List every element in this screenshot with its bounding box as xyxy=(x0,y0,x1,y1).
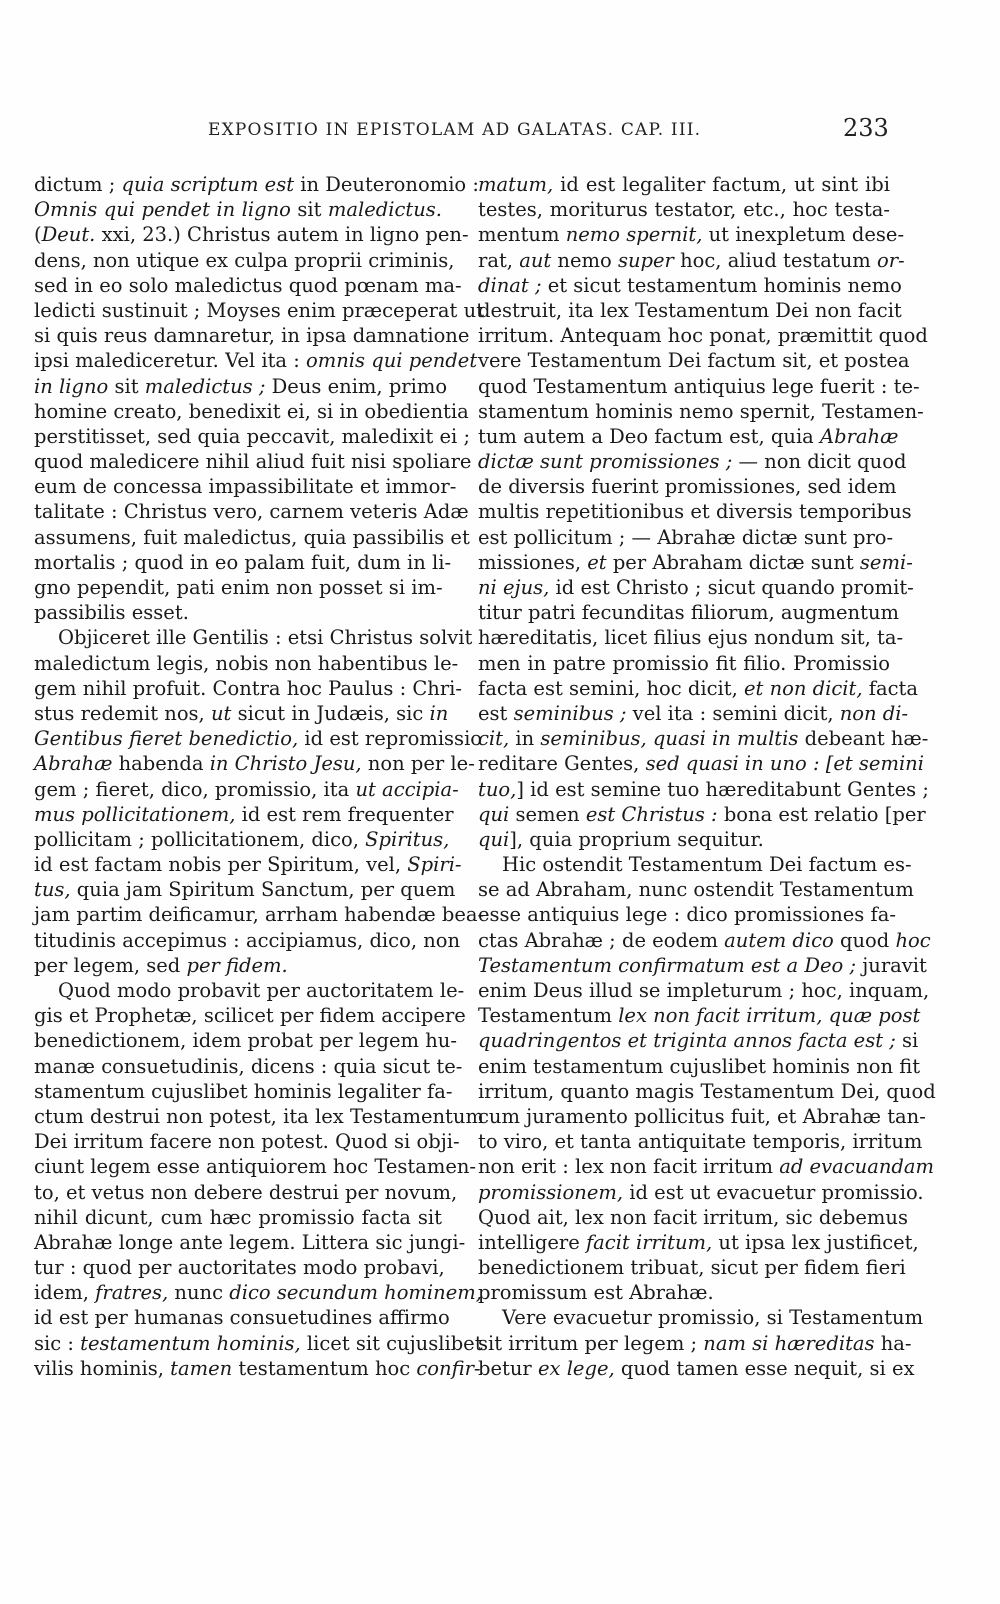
text-line xyxy=(34,399,469,424)
text-segment: debeant hæ- xyxy=(798,727,929,751)
text-segment: talitate : Christus vero, carnem veteris Adæ xyxy=(34,500,469,524)
text-line xyxy=(478,1280,890,1305)
text-line xyxy=(478,1205,908,1230)
text-segment: irritum, quanto magis Testamentum Dei, quod xyxy=(478,1079,936,1103)
text-line xyxy=(478,575,914,600)
text-segment: stamentum hominis nemo spernit, Testamen- xyxy=(478,399,924,423)
italic-text: maledictus. xyxy=(327,198,443,222)
text-line xyxy=(34,651,459,676)
text-line xyxy=(34,222,469,247)
text-line xyxy=(34,1180,458,1205)
text-segment: enim testamentum cujuslibet hominis non fit xyxy=(478,1054,921,1078)
text-line xyxy=(34,575,442,600)
text-segment: ipsi malediceretur. Vel ita : xyxy=(34,349,307,373)
text-segment: per Abraham dictæ sunt xyxy=(606,550,860,574)
text-line xyxy=(478,1154,934,1179)
text-line xyxy=(478,701,909,726)
left-column xyxy=(34,172,485,1381)
italic-text: maledictus ; xyxy=(144,374,266,398)
text-segment: sit xyxy=(290,198,328,222)
text-line xyxy=(478,852,912,877)
text-segment: nunc xyxy=(168,1281,230,1305)
text-segment: to viro, et tanta antiquitate temporis, irritum xyxy=(478,1130,923,1154)
text-segment: de diversis fuerint promissiones, sed idem xyxy=(478,475,897,499)
italic-text: tamen xyxy=(170,1356,233,1380)
text-line xyxy=(478,1104,926,1129)
text-segment: id est factam nobis per Spiritum, vel, xyxy=(34,853,408,877)
text-line xyxy=(478,651,890,676)
text-segment: vilis hominis, xyxy=(34,1356,171,1380)
text-segment: men in patre promissio fit filio. Promissio xyxy=(478,651,890,675)
text-line xyxy=(478,1356,915,1381)
text-segment: id est per humanas consuetudines affirmo xyxy=(34,1306,450,1330)
text-line xyxy=(34,1280,482,1305)
text-segment: mortalis ; quod in eo palam fuit, dum in li- xyxy=(34,550,452,574)
text-segment: reditare Gentes, xyxy=(478,752,646,776)
italic-text: in ligno xyxy=(34,374,109,398)
text-segment: si xyxy=(895,1029,919,1053)
text-segment: assumens, fuit maledictus, quia passibilis et xyxy=(34,525,470,549)
text-segment: se ad Abraham, nunc ostendit Testamentum xyxy=(478,878,914,902)
text-segment: habenda xyxy=(112,752,210,776)
text-line xyxy=(478,953,927,978)
text-line xyxy=(478,399,924,424)
text-segment: titudinis accepimus : accipiamus, dico, non xyxy=(34,928,461,952)
text-segment: Vere evacuetur promissio, si Testamentum xyxy=(502,1306,924,1330)
text-segment: vel ita : semini dicit, xyxy=(626,701,840,725)
italic-text: seminibus ; xyxy=(513,701,627,725)
text-segment: per legem, sed xyxy=(34,953,187,977)
text-line xyxy=(34,449,472,474)
text-line xyxy=(478,777,929,802)
italic-text: in xyxy=(429,701,449,725)
text-line xyxy=(478,676,918,701)
text-segment: id est ut evacuetur promissio. xyxy=(623,1180,924,1204)
text-line xyxy=(34,1356,481,1381)
text-line xyxy=(34,902,485,927)
text-segment: Testamentum xyxy=(478,1004,619,1028)
italic-text: ad evacuandam xyxy=(779,1155,934,1179)
italic-text: dico secundum hominem, xyxy=(229,1281,482,1305)
text-segment: gem nihil profuit. Contra hoc Paulus : Chri- xyxy=(34,676,462,700)
text-segment: tur : quod per auctoritates modo probavi, xyxy=(34,1256,445,1280)
italic-text: Abrahæ xyxy=(820,424,899,448)
text-line xyxy=(34,1028,457,1053)
text-segment: et sicut testamentum hominis nemo xyxy=(541,273,902,297)
text-segment: idem, xyxy=(34,1281,96,1305)
text-segment: maledictum legis, nobis non habentibus le- xyxy=(34,651,459,675)
italic-text: semi- xyxy=(859,550,913,574)
italic-text: ut xyxy=(210,701,232,725)
text-segment: id est rem frequenter xyxy=(235,802,454,826)
italic-text: super xyxy=(617,248,674,272)
italic-text: aut xyxy=(519,248,552,272)
italic-text: in Christo Jesu, xyxy=(209,752,362,776)
italic-text: tuo, xyxy=(478,777,517,801)
italic-text: nam si hæreditas xyxy=(703,1331,875,1355)
text-segment: hæreditatis, licet filius ejus nondum sit, ta- xyxy=(478,626,904,650)
italic-text: testamentum hominis, xyxy=(80,1331,301,1355)
text-segment: Dei irritum facere non potest. Quod si obji- xyxy=(34,1130,460,1154)
italic-text: autem dico xyxy=(724,928,834,952)
text-segment: licet sit cujuslibet xyxy=(300,1331,483,1355)
text-line xyxy=(34,953,442,978)
text-segment: juravit xyxy=(856,953,927,977)
italic-text: est Christus : xyxy=(585,802,718,826)
italic-text: Deut. xyxy=(41,223,96,247)
text-segment: eum de concessa impassibilitate et immor- xyxy=(34,475,457,499)
text-line xyxy=(34,474,457,499)
italic-text: dinat ; xyxy=(478,273,542,297)
text-segment: nemo xyxy=(551,248,618,272)
text-line xyxy=(478,1230,919,1255)
text-segment: titur patri fecunditas filiorum, augmentum xyxy=(478,601,900,625)
text-line xyxy=(34,751,475,776)
text-segment: quod xyxy=(833,928,896,952)
text-line xyxy=(34,726,483,751)
text-segment: passibilis esset. xyxy=(34,601,189,625)
text-line xyxy=(34,1003,466,1028)
text-segment: destruit, ita lex Testamentum Dei non facit xyxy=(478,298,902,322)
text-line xyxy=(478,1305,924,1330)
text-line xyxy=(478,222,905,247)
italic-text: seminibus, quasi in multis xyxy=(540,727,799,751)
italic-text: quia scriptum est xyxy=(121,173,295,196)
text-line xyxy=(34,676,462,701)
text-line xyxy=(478,1079,936,1104)
text-line xyxy=(34,525,470,550)
text-line xyxy=(34,1129,460,1154)
text-line xyxy=(34,701,449,726)
text-segment: tum autem a Deo factum est, quia xyxy=(478,424,821,448)
text-line xyxy=(478,449,907,474)
text-segment: ], quia proprium sequitur. xyxy=(509,827,764,851)
text-segment: benedictionem tribuat, sicut per fidem fieri xyxy=(478,1256,906,1280)
text-segment: quod Testamentum antiquius lege fuerit : te- xyxy=(478,374,920,398)
italic-text: quadringentos et triginta annos facta est ; xyxy=(478,1029,896,1053)
text-segment: ut ipsa lex justificet, xyxy=(712,1230,919,1254)
text-segment: est xyxy=(478,701,514,725)
text-segment: quia jam Spiritum Sanctum, per quem xyxy=(70,878,456,902)
text-segment: bona est relatio [per xyxy=(717,802,926,826)
text-segment: non erit : lex non facit irritum xyxy=(478,1155,780,1179)
text-segment: sit xyxy=(108,374,145,398)
text-line xyxy=(34,499,469,524)
text-line xyxy=(478,550,913,575)
text-segment: Abrahæ longe ante legem. Littera sic jungi- xyxy=(34,1230,466,1254)
text-segment: to, et vetus non debere destrui per novum, xyxy=(34,1180,458,1204)
page-header xyxy=(0,112,1000,152)
text-line xyxy=(34,1331,483,1356)
text-segment: Quod ait, lex non facit irritum, sic debemus xyxy=(478,1205,908,1229)
text-segment: in xyxy=(509,727,541,751)
text-line xyxy=(478,248,905,273)
italic-text: matum, xyxy=(478,173,554,196)
text-line xyxy=(34,273,462,298)
italic-text: qui xyxy=(478,802,510,826)
text-line xyxy=(34,777,459,802)
text-segment: multis repetitionibus et diversis temporibus xyxy=(478,500,912,524)
text-line xyxy=(34,248,455,273)
text-line xyxy=(34,877,456,902)
text-segment: nihil dicunt, cum hæc promissio facta sit xyxy=(34,1205,442,1229)
text-line xyxy=(34,1305,450,1330)
text-line xyxy=(478,978,930,1003)
text-line xyxy=(34,600,442,625)
italic-text: qui xyxy=(478,827,510,851)
italic-text: et non dicit, xyxy=(744,676,863,700)
italic-text: nemo spernit, xyxy=(565,223,703,247)
italic-text: omnis qui pendet xyxy=(306,349,478,373)
text-segment: irritum. Antequam hoc ponat, præmittit quod xyxy=(478,324,928,348)
italic-text: mus pollicitationem, xyxy=(34,802,236,826)
text-line xyxy=(34,1230,466,1255)
text-segment: quod maledicere nihil aliud fuit nisi spoliare xyxy=(34,450,472,474)
text-segment: Deus enim, primo xyxy=(265,374,448,398)
text-segment: jam partim deificamur, arrham habendæ bea- xyxy=(34,903,485,927)
text-segment: non per le- xyxy=(361,752,475,776)
text-segment: stamentum cujuslibet hominis legaliter fa- xyxy=(34,1079,453,1103)
text-segment: gis et Prophetæ, scilicet per fidem accipere xyxy=(34,1004,466,1028)
text-segment: missiones, xyxy=(478,550,588,574)
italic-text: dictæ sunt promissiones ; xyxy=(478,450,733,474)
text-line xyxy=(478,197,890,222)
text-line xyxy=(478,625,904,650)
text-line xyxy=(478,928,931,953)
text-segment: sicut in Judæis, sic xyxy=(231,701,430,725)
italic-text: Spiri- xyxy=(407,853,462,877)
text-segment: ( xyxy=(34,223,42,247)
text-line xyxy=(34,852,462,877)
text-segment: ctas Abrahæ ; de eodem xyxy=(478,928,725,952)
text-segment: manæ consuetudinis, dicens : quia sicut te- xyxy=(34,1054,463,1078)
text-segment: perstitisset, sed quia peccavit, maledixit ei ; xyxy=(34,424,471,448)
text-line xyxy=(478,827,890,852)
text-segment: ctum destrui non potest, ita lex Testamentum xyxy=(34,1104,484,1128)
text-segment: betur xyxy=(478,1356,538,1380)
text-line xyxy=(478,1003,921,1028)
italic-text: cit, xyxy=(478,727,510,751)
text-line xyxy=(478,374,920,399)
text-line xyxy=(478,474,897,499)
text-segment: pollicitam ; pollicitationem, dico, xyxy=(34,827,366,851)
text-line xyxy=(34,323,470,348)
text-line xyxy=(478,877,914,902)
italic-text: lex non facit irritum, quæ post xyxy=(618,1004,921,1028)
italic-text: fratres, xyxy=(95,1281,169,1305)
text-segment: hoc, aliud testatum xyxy=(673,248,877,272)
text-line xyxy=(34,197,442,222)
text-segment: ledicti sustinuit ; Moyses enim præceperat ut xyxy=(34,298,484,322)
text-line xyxy=(34,298,484,323)
text-line xyxy=(478,1129,923,1154)
page-number: 233 xyxy=(843,114,889,142)
italic-text: Gentibus fieret benedictio, xyxy=(34,727,299,751)
text-segment: semen xyxy=(509,802,586,826)
text-segment: est pollicitum ; — Abrahæ dictæ sunt pro- xyxy=(478,525,894,549)
text-line xyxy=(34,802,454,827)
text-segment: esse antiquius lege : dico promissiones fa- xyxy=(478,903,896,927)
text-line xyxy=(34,374,448,399)
text-segment: — non dicit quod xyxy=(732,450,907,474)
italic-text: hoc xyxy=(895,928,931,952)
text-line xyxy=(478,323,928,348)
text-line xyxy=(478,600,900,625)
text-segment: Objiceret ille Gentilis : etsi Christus solvit xyxy=(58,626,473,650)
text-segment: si quis reus damnaretur, in ipsa damnatione xyxy=(34,324,470,348)
text-line xyxy=(34,550,452,575)
text-segment: in Deuteronomio : xyxy=(294,173,479,196)
text-segment: promissum est Abrahæ. xyxy=(478,1281,714,1305)
italic-text: Testamentum confirmatum est a Deo ; xyxy=(478,953,857,977)
text-line xyxy=(478,1054,921,1079)
text-segment: testes, moriturus testator, etc., hoc testa- xyxy=(478,198,890,222)
italic-text: promissionem, xyxy=(478,1180,624,1204)
text-segment: Quod modo probavit per auctoritatem le- xyxy=(58,979,465,1002)
text-segment: sit irritum per legem ; xyxy=(478,1331,704,1355)
text-line xyxy=(478,1255,906,1280)
text-segment: id est repromissio xyxy=(298,727,483,751)
text-segment: facta xyxy=(862,676,918,700)
text-line xyxy=(34,928,461,953)
text-line xyxy=(34,348,478,373)
text-segment: sed in eo solo maledictus quod pœnam ma- xyxy=(34,273,462,297)
text-segment: ha- xyxy=(874,1331,912,1355)
text-line xyxy=(478,1028,919,1053)
text-segment: id est legaliter factum, ut sint ibi xyxy=(553,173,890,196)
italic-text: sed quasi in uno : [et semini xyxy=(645,752,924,776)
text-line xyxy=(34,1079,453,1104)
text-line xyxy=(34,172,479,197)
italic-text: ut accipia- xyxy=(355,777,459,801)
text-line xyxy=(34,625,473,650)
text-line xyxy=(34,424,471,449)
text-line xyxy=(34,1154,477,1179)
text-line xyxy=(478,726,929,751)
text-segment: ut inexpletum dese- xyxy=(702,223,905,247)
text-segment: dens, non utique ex culpa proprii criminis, xyxy=(34,248,455,272)
italic-text: Omnis qui pendet in ligno xyxy=(34,198,291,222)
text-segment: enim Deus illud se impleturum ; hoc, inquam, xyxy=(478,979,930,1002)
text-line xyxy=(478,902,896,927)
italic-text: non di- xyxy=(839,701,909,725)
text-line xyxy=(34,1205,442,1230)
italic-text: Abrahæ xyxy=(34,752,113,776)
italic-text: or- xyxy=(876,248,905,272)
text-segment: id est Christo ; sicut quando promit- xyxy=(549,576,914,599)
running-title: EXPOSITIO IN EPISTOLAM AD GALATAS. CAP. III. xyxy=(208,120,702,140)
italic-text: ni ejus, xyxy=(478,576,550,599)
text-line xyxy=(478,424,899,449)
text-segment: ciunt legem esse antiquiorem hoc Testamen- xyxy=(34,1155,477,1179)
text-line xyxy=(34,978,465,1003)
text-segment: gem ; fieret, dico, promissio, ita xyxy=(34,777,356,801)
text-line xyxy=(478,298,902,323)
text-segment: sic : xyxy=(34,1331,81,1355)
text-segment: homine creato, benedixit ei, si in obedientia xyxy=(34,399,469,423)
text-segment: dictum ; xyxy=(34,173,122,196)
text-line xyxy=(478,802,926,827)
text-line xyxy=(478,525,894,550)
text-line xyxy=(34,1054,463,1079)
text-segment: stus redemit nos, xyxy=(34,701,211,725)
text-line xyxy=(478,751,924,776)
text-line xyxy=(478,1180,924,1205)
italic-text: Spiritus, xyxy=(365,827,450,851)
text-line xyxy=(34,827,450,852)
text-line xyxy=(478,273,902,298)
italic-text: et xyxy=(587,550,607,574)
text-segment: ] id est semine tuo hæreditabunt Gentes ; xyxy=(516,777,929,801)
right-column xyxy=(478,172,936,1381)
text-line xyxy=(34,1255,445,1280)
italic-text: per fidem. xyxy=(186,953,288,977)
italic-text: confir- xyxy=(416,1356,481,1380)
text-line xyxy=(478,172,890,197)
text-segment: rat, xyxy=(478,248,520,272)
text-segment: gno pependit, pati enim non posset si im- xyxy=(34,576,443,599)
italic-text: ex lege, xyxy=(537,1356,615,1380)
italic-text: facit irritum, xyxy=(585,1230,713,1254)
text-line xyxy=(478,499,912,524)
text-segment: testamentum hoc xyxy=(232,1356,417,1380)
text-segment: facta est semini, hoc dicit, xyxy=(478,676,745,700)
text-segment: vere Testamentum Dei factum sit, et postea xyxy=(478,349,910,373)
text-segment: quod tamen esse nequit, si ex xyxy=(614,1356,915,1380)
text-segment: intelligere xyxy=(478,1230,586,1254)
text-segment: mentum xyxy=(478,223,566,247)
text-line xyxy=(478,348,910,373)
text-segment: cum juramento pollicitus fuit, et Abrahæ tan- xyxy=(478,1104,926,1128)
text-segment: benedictionem, idem probat per legem hu- xyxy=(34,1029,457,1053)
text-segment: Hic ostendit Testamentum Dei factum es- xyxy=(502,853,912,877)
text-line xyxy=(478,1331,912,1356)
italic-text: tus, xyxy=(34,878,71,902)
text-segment: xxi, 23.) Christus autem in ligno pen- xyxy=(95,223,469,247)
text-line xyxy=(34,1104,484,1129)
